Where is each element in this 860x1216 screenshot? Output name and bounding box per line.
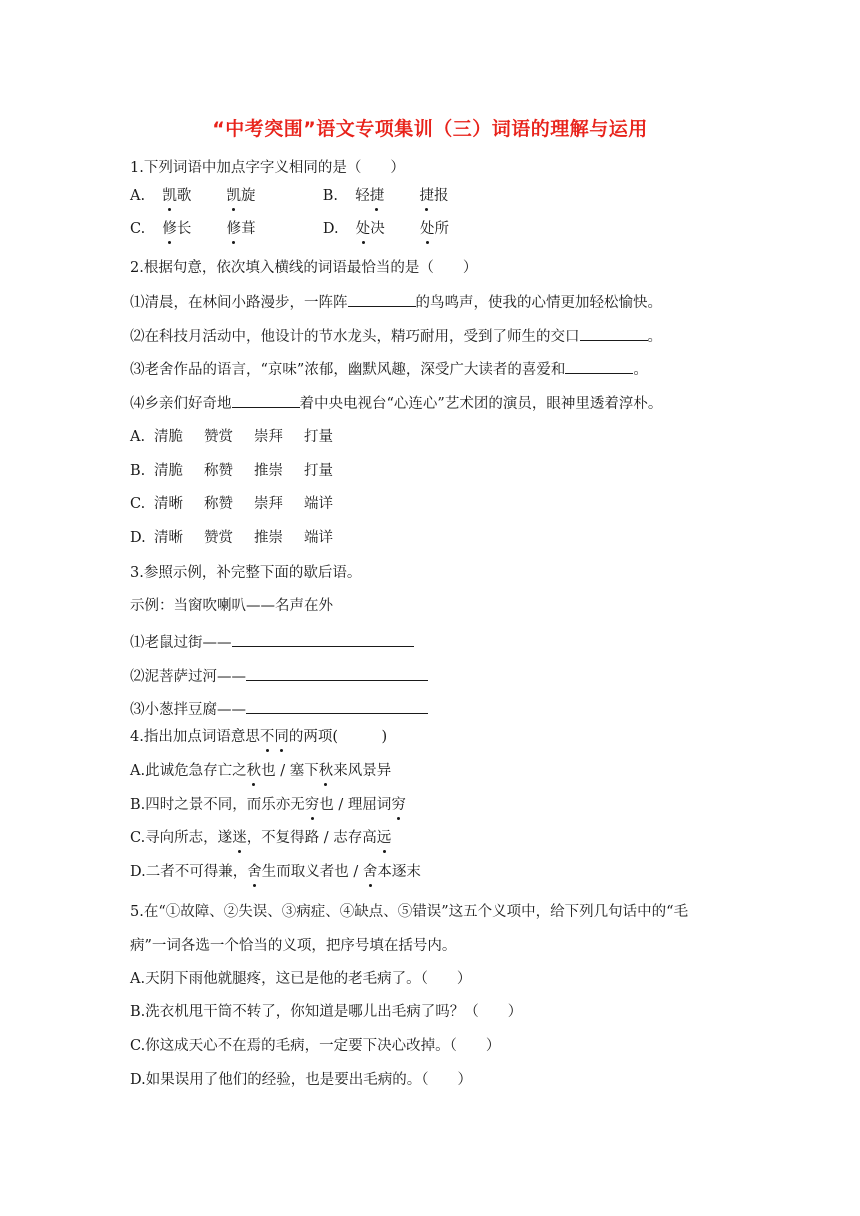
q2-sentence-3: ⑶老舍作品的语言，“京味”浓郁，幽默风趣，深受广大读者的喜爱和 。 (130, 359, 648, 380)
q1-a-word2: 凯旋 (226, 188, 256, 204)
q1-d-word1: 处决 (355, 221, 385, 237)
q4-option-d: D.二者不可得兼，舍生而取义者也 / 舍本逐末 (130, 864, 421, 880)
q2-sentence-2: ⑵在科技月活动中，他设计的节水龙头，精巧耐用，受到了师生的交口 。 (130, 326, 662, 347)
q3-item-2: ⑵泥菩萨过河—— (130, 664, 428, 687)
q2-blank-4 (232, 393, 300, 408)
q1-a-word1: 凯歌 (162, 188, 192, 204)
q1-c-word2: 修葺 (226, 221, 256, 237)
q1-b-label: B. (322, 188, 339, 204)
q4-stem: 4.指出加点词语意思不同的两项( ) (130, 729, 388, 745)
q4-option-c: C.寻向所志，遂迷，不复得路 / 志存高远 (130, 830, 392, 846)
q3-stem: 3.参照示例，补完整下面的歇后语。 (130, 565, 362, 581)
q3-example: 示例：当窗吹喇叭——名声在外 (130, 598, 333, 614)
q1-options-ab (130, 186, 448, 206)
q2-blank-3 (565, 359, 633, 374)
q5-stem-line-2: 病”一词各选一个恰当的义项，把序号填在括号内。 (130, 938, 457, 954)
q2-sentence-1: ⑴清晨，在林间小路漫步，一阵阵 的鸟鸣声，使我的心情更加轻松愉快。 (130, 292, 662, 313)
q1-c-word1: 修长 (162, 221, 192, 237)
q1-options-cd (130, 219, 449, 239)
q5-option-c: C.你这成天心不在焉的毛病，一定要下决心改掉。（ ） (130, 1038, 501, 1054)
q3-answer-line-1 (232, 630, 414, 647)
q4-option-a: A.此诚危急存亡之秋也 / 塞下秋来风景异 (130, 763, 392, 779)
q1-d-word2: 处所 (420, 221, 449, 237)
q2-option-a: A. 清脆 赞赏 崇拜 打量 (130, 429, 333, 445)
q1-d-label: D. (322, 221, 339, 237)
q3-item-3: ⑶小葱拌豆腐—— (130, 697, 428, 720)
q2-blank-2 (580, 326, 648, 341)
q4-option-b: B.四时之景不同，而乐亦无穷也 / 理屈词穷 (130, 797, 406, 813)
q1-b-word2: 捷报 (419, 188, 449, 204)
q3-answer-line-2 (246, 664, 428, 681)
q3-item-1: ⑴老鼠过街—— (130, 630, 414, 653)
q2-stem: 2.根据句意，依次填入横线的词语最恰当的是（ ） (130, 260, 478, 276)
q1-b-word1: 轻捷 (355, 188, 385, 204)
q5-option-a: A.天阴下雨他就腿疼，这已是他的老毛病了。（ ） (130, 971, 472, 987)
page-title: “中考突围”语文专项集训（三）词语的理解与运用 (212, 118, 648, 140)
q2-option-c: C. 清晰 称赞 崇拜 端详 (130, 496, 333, 512)
q2-option-b: B. 清脆 称赞 推崇 打量 (130, 463, 333, 479)
q1-a-label: A. (130, 188, 146, 204)
q5-option-d: D.如果误用了他们的经验，也是要出毛病的。（ ） (130, 1072, 472, 1088)
q1-c-label: C. (130, 221, 146, 237)
q5-option-b: B.洗衣机甩干筒不转了，你知道是哪儿出毛病了吗？（ ） (130, 1004, 523, 1020)
q3-answer-line-3 (246, 697, 428, 714)
q2-option-d: D. 清晰 赞赏 推崇 端详 (130, 530, 333, 546)
q2-sentence-4: ⑷乡亲们好奇地 着中央电视台“心连心”艺术团的演员，眼神里透着淳朴。 (130, 393, 662, 414)
q2-blank-1 (348, 292, 416, 307)
q1-stem: 1.下列词语中加点字字义相同的是（ ） (130, 160, 405, 176)
q5-stem-line-1: 5.在“①故障、②失误、③病症、④缺点、⑤错误”这五个义项中，给下列几句话中的“毛 (130, 904, 689, 920)
